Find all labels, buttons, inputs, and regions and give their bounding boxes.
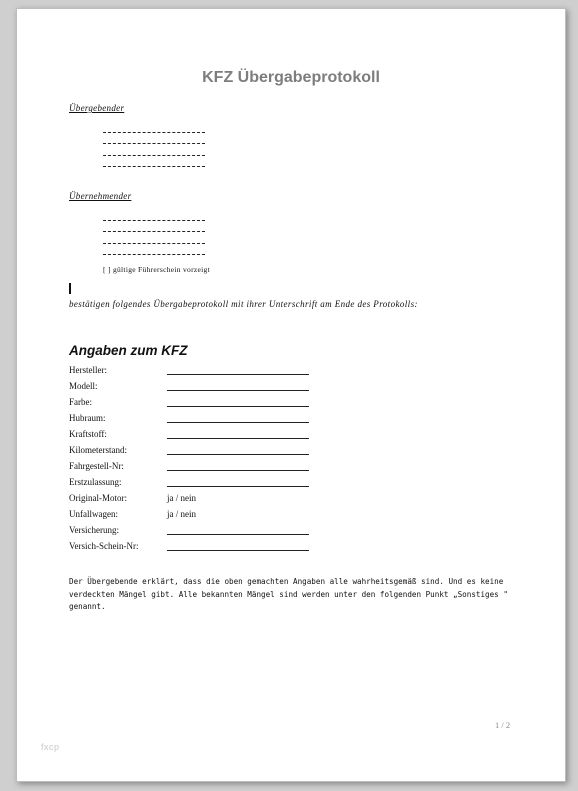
- watermark: fxcp: [41, 742, 60, 752]
- blank-line: [103, 232, 205, 244]
- field-input-line[interactable]: [167, 534, 309, 535]
- field-row: [69, 429, 329, 443]
- field-label: Versich-Schein-Nr:: [69, 541, 139, 551]
- uebergebender-lines: [103, 121, 205, 167]
- field-row: [69, 381, 329, 395]
- text-cursor: [69, 283, 71, 294]
- field-row: [69, 413, 329, 427]
- uebernehmender-lines: [103, 209, 205, 255]
- field-row: [69, 525, 329, 539]
- field-label: Versicherung:: [69, 525, 119, 535]
- field-row: [69, 477, 329, 491]
- field-value: ja / nein: [167, 509, 196, 519]
- field-label: Fahrgestell-Nr:: [69, 461, 124, 471]
- field-label: Hubraum:: [69, 413, 106, 423]
- field-row: [69, 461, 329, 475]
- field-value: ja / nein: [167, 493, 196, 503]
- blank-line: [103, 244, 205, 256]
- field-input-line[interactable]: [167, 390, 309, 391]
- fuehrerschein-checkbox[interactable]: [ ] gültige Führerschein vorzeigt: [103, 265, 210, 274]
- field-input-line[interactable]: [167, 486, 309, 487]
- field-label: Kilometerstand:: [69, 445, 127, 455]
- blank-line: [103, 209, 205, 221]
- field-row: [69, 397, 329, 411]
- field-input-line[interactable]: [167, 422, 309, 423]
- field-label: Erstzulassung:: [69, 477, 122, 487]
- field-row: [69, 541, 329, 555]
- field-row: [69, 445, 329, 459]
- field-label: Kraftstoff:: [69, 429, 107, 439]
- blank-line: [103, 133, 205, 145]
- field-label: Farbe:: [69, 397, 92, 407]
- blank-line: [103, 221, 205, 233]
- field-row: [69, 509, 329, 523]
- field-input-line[interactable]: [167, 374, 309, 375]
- page-number: 1 / 2: [495, 720, 511, 730]
- blank-line: [103, 121, 205, 133]
- field-input-line[interactable]: [167, 454, 309, 455]
- field-input-line[interactable]: [167, 406, 309, 407]
- field-label: Hersteller:: [69, 365, 107, 375]
- declaration-text: Der Übergebende erklärt, dass die oben gemachten Angaben alle wahrheitsgemäß sind. Und es keine verdeckten Mängel gibt. Alle bekannten Mängel sind werden unter den folgenden Punkt „Sonstiges " genannt.: [69, 577, 508, 611]
- field-input-line[interactable]: [167, 470, 309, 471]
- uebergebender-label: Übergebender: [69, 103, 125, 113]
- blank-line: [103, 144, 205, 156]
- field-label: Unfallwagen:: [69, 509, 118, 519]
- blank-line: [103, 156, 205, 168]
- field-label: Original-Motor:: [69, 493, 127, 503]
- section-title: Angaben zum KFZ: [69, 343, 188, 358]
- document-title: KFZ Übergabeprotokoll: [202, 69, 380, 86]
- field-row: [69, 493, 329, 507]
- confirm-text: bestätigen folgendes Übergabeprotokoll mit ihrer Unterschrift am Ende des Protokolls:: [69, 299, 418, 309]
- field-row: [69, 365, 329, 379]
- document-page: [16, 8, 566, 782]
- uebernehmender-label: Übernehmender: [69, 191, 132, 201]
- field-input-line[interactable]: [167, 550, 309, 551]
- field-label: Modell:: [69, 381, 98, 391]
- field-input-line[interactable]: [167, 438, 309, 439]
